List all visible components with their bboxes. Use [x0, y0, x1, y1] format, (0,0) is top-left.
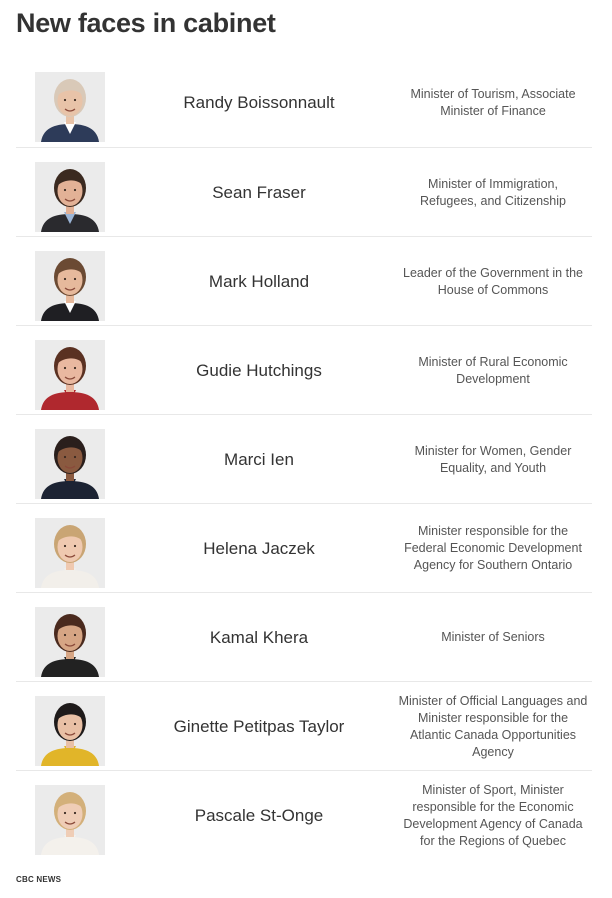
- portrait-photo: [35, 696, 105, 766]
- portrait-illustration: [35, 696, 105, 766]
- list-item: [16, 681, 592, 770]
- portrait-illustration: [35, 518, 105, 588]
- list-item: [16, 58, 592, 147]
- minister-name: Sean Fraser: [212, 182, 306, 202]
- portrait-photo: [35, 251, 105, 321]
- minister-role: Minister of Tourism, Associate Minister of Finance: [410, 86, 576, 118]
- portrait-illustration: [35, 340, 105, 410]
- minister-name: Kamal Khera: [209, 627, 309, 647]
- minister-name: Mark Holland: [208, 271, 310, 291]
- minister-role: Minister of Immigration, Refugees, and Citizenship: [420, 176, 566, 208]
- portrait-photo: [35, 72, 105, 142]
- portrait-photo: [35, 518, 105, 588]
- portrait-photo: [35, 607, 105, 677]
- portrait-illustration: [35, 251, 105, 321]
- minister-name: Marci Ien: [224, 449, 294, 469]
- minister-list: [16, 58, 592, 859]
- minister-role: Minister of Official Languages and Minister responsible for the Atlantic Canada Opportunities Agency: [398, 693, 588, 759]
- minister-name: Randy Boissonnault: [183, 92, 335, 112]
- list-item: [16, 592, 592, 681]
- minister-role: Minister of Rural Economic Development: [418, 354, 568, 386]
- portrait-photo: [35, 785, 105, 855]
- list-item: [16, 770, 592, 859]
- minister-role: Minister for Women, Gender Equality, and Youth: [414, 443, 572, 475]
- list-item: [16, 414, 592, 503]
- portrait-illustration: [35, 429, 105, 499]
- source-credit: CBC NEWS: [16, 875, 62, 884]
- page-title: New faces in cabinet: [16, 8, 276, 38]
- minister-name: Helena Jaczek: [203, 538, 315, 558]
- minister-name: Gudie Hutchings: [196, 360, 322, 380]
- list-item: [16, 236, 592, 325]
- minister-role: Minister of Seniors: [441, 630, 545, 644]
- list-item: [16, 325, 592, 414]
- portrait-photo: [35, 429, 105, 499]
- list-item: [16, 147, 592, 236]
- portrait-illustration: [35, 162, 105, 232]
- minister-name: Pascale St-Onge: [194, 805, 324, 825]
- minister-role: Leader of the Government in the House of Commons: [403, 265, 583, 297]
- minister-name: Ginette Petitpas Taylor: [173, 716, 345, 736]
- portrait-photo: [35, 340, 105, 410]
- list-item: [16, 503, 592, 592]
- minister-role: Minister of Sport, Minister responsible for the Economic Development Agency of Canada for the Regions of Quebec: [403, 782, 583, 848]
- portrait-photo: [35, 162, 105, 232]
- portrait-illustration: [35, 607, 105, 677]
- portrait-illustration: [35, 785, 105, 855]
- minister-role: Minister responsible for the Federal Economic Development Agency for Southern Ontario: [404, 524, 582, 572]
- portrait-illustration: [35, 72, 105, 142]
